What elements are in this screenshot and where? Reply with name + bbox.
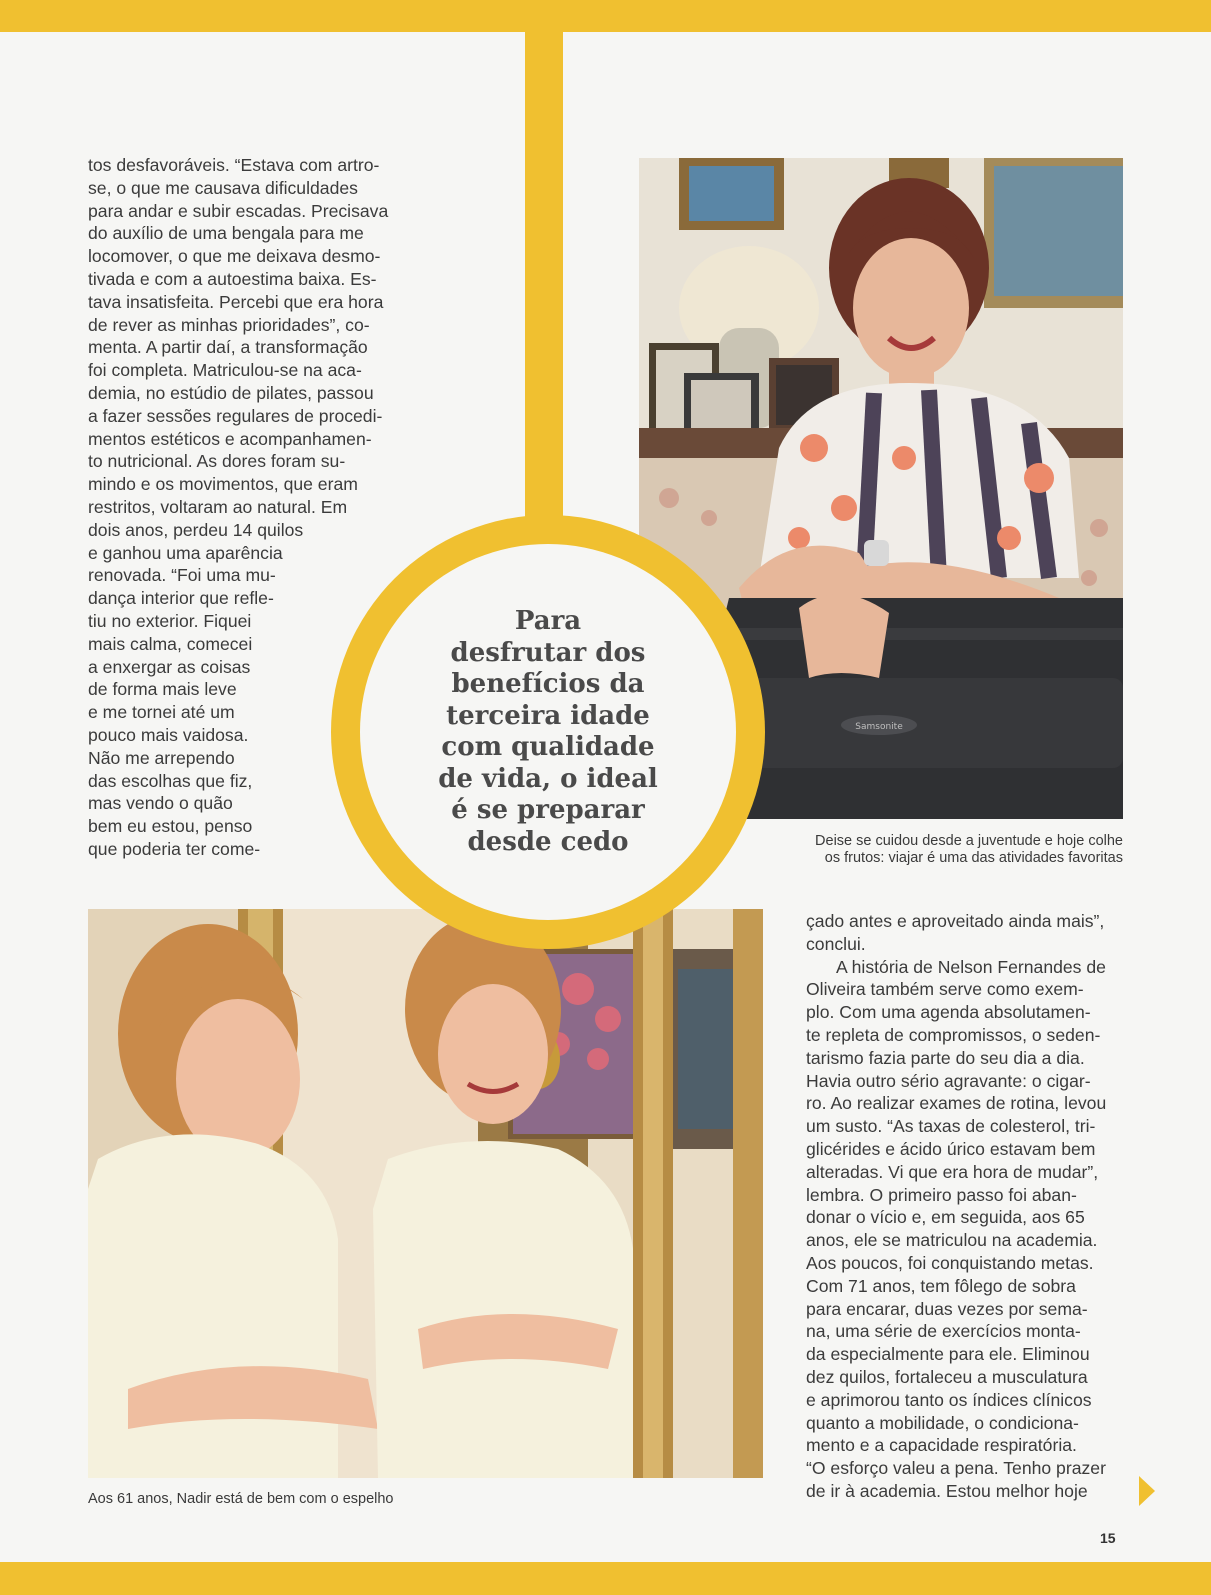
text-line: mais calma, comecei	[88, 633, 253, 654]
caption-line: os frutos: viajar é uma das atividades favoritas	[824, 850, 1123, 866]
text-line: dança interior que refle-	[88, 588, 274, 609]
page-number: 15	[1100, 1530, 1116, 1546]
article-paragraph	[806, 956, 1123, 1503]
text-line: tarismo fazia parte do seu dia a dia.	[806, 1047, 1085, 1068]
text-line: Havia outro sério agravante: o cigar-	[806, 1070, 1091, 1091]
text-line: mentos estéticos e acompanhamen-	[88, 428, 372, 449]
top-accent-bar	[0, 0, 1211, 32]
text-line: “O esforço valeu a pena. Tenho prazer	[806, 1458, 1106, 1479]
text-line: das escolhas que fiz,	[88, 770, 253, 791]
pull-quote-line: benefícios da	[451, 669, 645, 699]
continue-arrow-icon	[1139, 1476, 1155, 1506]
text-line: dois anos, perdeu 14 quilos	[88, 519, 304, 540]
text-line: e ganhou uma aparência	[88, 542, 283, 563]
text-line: de rever as minhas prioridades”, co-	[88, 314, 370, 335]
caption-bottom-photo: Aos 61 anos, Nadir está de bem com o espelho	[88, 1491, 394, 1507]
text-line: menta. A partir daí, a transformação	[88, 337, 368, 358]
text-line: A história de Nelson Fernandes de	[836, 956, 1106, 977]
text-line: ro. Ao realizar exames de rotina, levou	[806, 1093, 1107, 1114]
pull-quote-line: desfrutar dos	[450, 637, 646, 668]
photo-nadir-mirror	[88, 909, 763, 1478]
text-line: tiu no exterior. Fiquei	[88, 610, 252, 631]
text-line: um susto. “As taxas de colesterol, tri-	[806, 1116, 1096, 1137]
text-line: na, uma série de exercícios monta-	[806, 1321, 1081, 1342]
article-paragraph	[806, 910, 1123, 956]
text-line: lembra. O primeiro passo foi aban-	[806, 1184, 1077, 1205]
text-line: tava insatisfeita. Percebi que era hora	[88, 291, 384, 312]
text-line: mindo e os movimentos, que eram	[88, 474, 358, 495]
text-line: Com 71 anos, tem fôlego de sobra	[806, 1275, 1076, 1296]
text-line: mento e a capacidade respiratória.	[806, 1435, 1077, 1456]
caption-line: Deise se cuidou desde a juventude e hoje colhe	[815, 833, 1123, 849]
text-line: alteradas. Vi que era hora de mudar”,	[806, 1161, 1099, 1182]
text-line: demia, no estúdio de pilates, passou	[88, 382, 374, 403]
text-line: restritos, voltaram ao natural. Em	[88, 496, 348, 517]
text-line: locomover, o que me deixava desmo-	[88, 246, 381, 267]
text-line: bem eu estou, penso	[88, 816, 253, 837]
text-line: de ir à academia. Estou melhor hoje	[806, 1480, 1088, 1501]
text-line: se, o que me causava dificuldades	[88, 177, 358, 198]
text-line: to nutricional. As dores foram su-	[88, 451, 346, 472]
text-line: çado antes e aproveitado ainda mais”,	[806, 911, 1105, 931]
text-line: do auxílio de uma bengala para me	[88, 223, 364, 244]
text-line: a fazer sessões regulares de procedi-	[88, 405, 383, 426]
text-line: e aprimorou tanto os índices clínicos	[806, 1389, 1092, 1410]
text-line: Não me arrependo	[88, 747, 235, 768]
text-line: para andar e subir escadas. Precisava	[88, 200, 389, 221]
suitcase-brand: Samsonite	[855, 722, 903, 732]
text-line: tivada e com a autoestima baixa. Es-	[88, 268, 377, 289]
text-line: da especialmente para ele. Eliminou	[806, 1344, 1090, 1365]
pull-quote-line: é se preparar	[451, 795, 645, 825]
text-line: te repleta de compromissos, o seden-	[806, 1024, 1101, 1045]
pull-quote-line: com qualidade	[441, 732, 655, 762]
text-line: anos, ele se matriculou na academia.	[806, 1230, 1098, 1251]
text-line: quanto a mobilidade, o condiciona-	[806, 1412, 1079, 1433]
text-line: pouco mais vaidosa.	[88, 724, 249, 745]
text-line: conclui.	[806, 933, 866, 954]
bottom-accent-bar	[0, 1562, 1211, 1595]
pull-quote	[398, 606, 698, 858]
text-line: renovada. “Foi uma mu-	[88, 565, 276, 586]
text-line: foi completa. Matriculou-se na aca-	[88, 360, 362, 381]
pull-quote-line: de vida, o ideal	[438, 763, 658, 794]
text-line: de forma mais leve	[88, 679, 237, 700]
text-line: tos desfavoráveis. “Estava com artro-	[88, 155, 380, 175]
text-line: a enxergar as coisas	[88, 656, 251, 677]
text-line: e me tornei até um	[88, 702, 235, 723]
text-line: donar o vício e, em seguida, aos 65	[806, 1207, 1085, 1228]
caption-top-photo	[700, 833, 1123, 867]
photo-illustration	[88, 909, 763, 1478]
text-line: plo. Com uma agenda absolutamen-	[806, 1002, 1091, 1023]
pull-quote-line: terceira idade	[446, 700, 650, 731]
pull-quote-line: desde cedo	[467, 826, 629, 857]
text-line: Oliveira também serve como exem-	[806, 979, 1084, 1000]
accent-stem	[525, 28, 563, 528]
text-line: glicérides e ácido úrico estavam bem	[806, 1138, 1096, 1159]
article-column-right	[806, 910, 1123, 1503]
text-line: que poderia ter come-	[88, 838, 261, 859]
text-line: Aos poucos, foi conquistando metas.	[806, 1252, 1094, 1273]
text-line: mas vendo o quão	[88, 793, 233, 814]
pull-quote-line: Para	[514, 606, 582, 636]
text-line: dez quilos, fortaleceu a musculatura	[806, 1366, 1088, 1387]
text-line: para encarar, duas vezes por sema-	[806, 1298, 1088, 1319]
